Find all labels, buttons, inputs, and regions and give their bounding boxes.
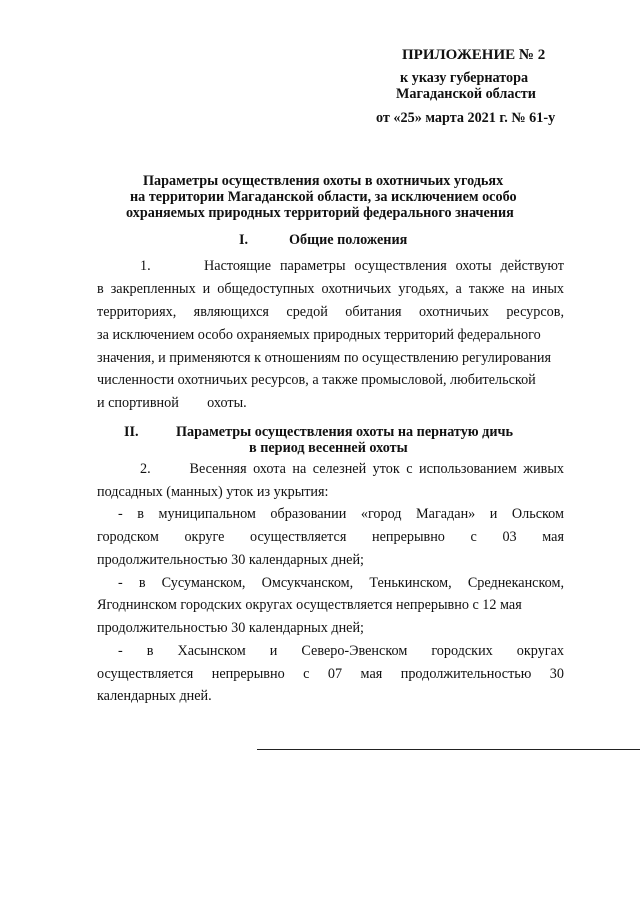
paragraph-line: подсадных (манных) уток из укрытия:	[97, 484, 329, 500]
document-title-line: Параметры осуществления охоты в охотничьих угодьях	[143, 173, 504, 189]
list-item-line: - в Сусуманском, Омсукчанском, Тенькинском, Среднеканском,	[118, 575, 564, 591]
paragraph-line: численности охотничьих ресурсов, а также промысловой, любительской	[97, 372, 536, 388]
list-item-line: - в Хасынском и Северо-Эвенском городских округах	[118, 643, 564, 659]
section-number: I.	[239, 232, 249, 248]
section-heading: Параметры осуществления охоты на пернатую дичь	[176, 424, 514, 440]
paragraph-line: за исключением особо охраняемых природных территорий федерального	[97, 327, 541, 343]
document-title-line: на территории Магаданской области, за исключением особо	[130, 189, 517, 205]
region-name: Магаданской области	[396, 86, 536, 102]
list-item-line: продолжительностью 30 календарных дней;	[97, 552, 364, 568]
appendix-number: ПРИЛОЖЕНИЕ № 2	[402, 47, 546, 63]
document-title-line: охраняемых природных территорий федерального значения	[126, 205, 514, 221]
decree-reference: к указу губернатора	[400, 70, 529, 86]
list-item-line: - в муниципальном образовании «город Магадан» и Ольском	[118, 506, 564, 522]
closing-horizontal-rule	[257, 749, 640, 750]
paragraph-line: 1. Настоящие параметры осуществления охоты действуют	[140, 258, 564, 274]
list-item-line: Ягоднинском городских округах осуществляется непрерывно с 12 мая	[97, 597, 522, 613]
section-heading: Общие положения	[289, 232, 408, 248]
paragraph-line: в закрепленных и общедоступных охотничьих угодьях, а также на иных	[97, 281, 564, 297]
paragraph-line: 2. Весенняя охота на селезней уток с использованием живых	[140, 461, 564, 477]
paragraph-line: территориях, являющихся средой обитания охотничьих ресурсов,	[97, 304, 564, 320]
list-item-line: календарных дней.	[97, 688, 212, 704]
list-item-line: городском округе осуществляется непрерывно с 03 мая	[97, 529, 564, 545]
section-heading: в период весенней охоты	[249, 440, 408, 456]
paragraph-line: значения, и применяются к отношениям по осуществлению регулирования	[97, 350, 552, 366]
paragraph-line: и спортивной охоты.	[97, 395, 247, 411]
list-item-line: продолжительностью 30 календарных дней;	[97, 620, 364, 636]
list-item-line: осуществляется непрерывно с 07 мая продолжительностью 30	[97, 666, 564, 682]
section-number: II.	[124, 424, 139, 440]
decree-date-number: от «25» марта 2021 г. № 61-у	[376, 110, 556, 126]
